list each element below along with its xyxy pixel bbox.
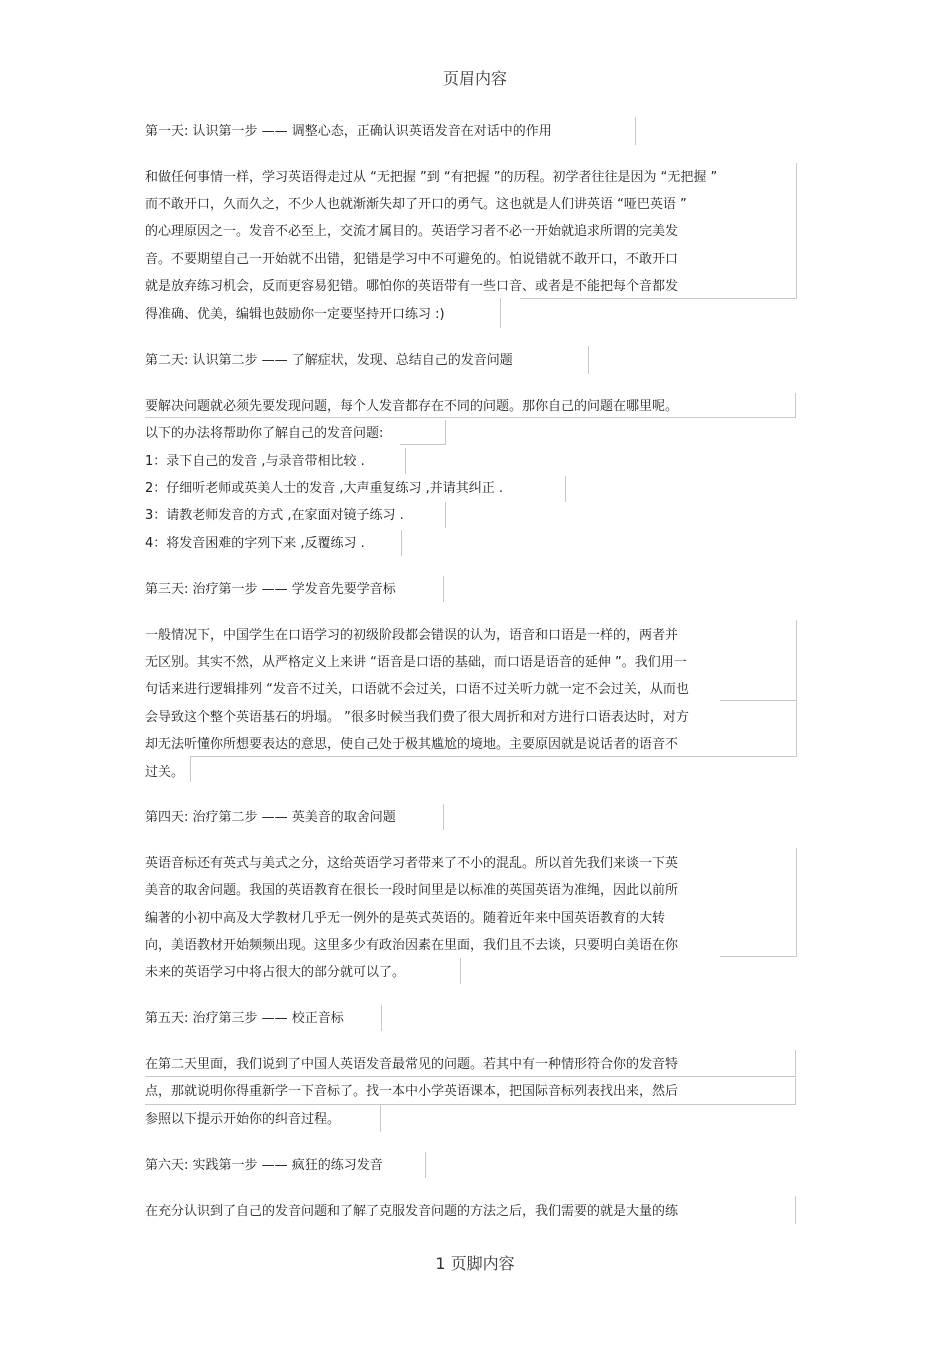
paragraph-line: 得准确、优美，编辑也鼓励你一定要坚持开口练习 :) (145, 307, 445, 322)
page-footer: 1 页脚内容 (435, 1254, 515, 1273)
list-item: 4：将发音困难的字列下来 ,反覆练习 . (145, 536, 365, 551)
paragraph-line: 而不敢开口，久而久之，不少人也就渐渐失却了开口的勇气。这也就是人们讲英语 “哑巴英语 ” (145, 197, 687, 212)
section-heading-day4: 第四天: 治疗第二步 —— 英美音的取舍问题 (145, 810, 396, 825)
section-heading-day1: 第一天: 认识第一步 —— 调整心态，正确认识英语发音在对话中的作用 (145, 124, 552, 139)
paragraph-line: 未来的英语学习中将占很大的部分就可以了。 (145, 965, 406, 980)
list-item: 1：录下自己的发音 ,与录音带相比较 . (145, 454, 365, 469)
section-heading-day2: 第二天: 认识第二步 —— 了解症状，发现、总结自己的发音问题 (145, 353, 513, 368)
paragraph-line: 句话来进行逻辑排列 “发音不过关，口语就不会过关，口语不过关听力就一定不会过关，从而也 (145, 682, 689, 697)
frame-line (795, 1196, 796, 1224)
paragraph-line: 无区别。其实不然，从严格定义上来讲 “语音是口语的基础，而口语是语音的延伸 ”。我们用一 (145, 655, 687, 670)
list-item: 3：请教老师发音的方式 ,在家面对镜子练习 . (145, 508, 404, 523)
section-heading-day3: 第三天: 治疗第一步 —— 学发音先要学音标 (145, 582, 396, 597)
paragraph-line: 却无法听懂你所想要表达的意思，使自己处于极其尴尬的境地。主要原因就是说话者的语音不 (145, 737, 679, 752)
frame-line (720, 620, 797, 701)
paragraph-line: 音。不要期望自己一开始就不出错，犯错是学习中不可避免的。怕说错就不敢开口，不敢开口 (145, 252, 679, 267)
paragraph-line: 要解决问题就必须先要发现问题，每个人发音都存在不同的问题。那你自己的问题在哪里呢。 (145, 399, 679, 414)
list-item: 2：仔细听老师或英美人士的发音 ,大声重复练习 ,并请其纠正 . (145, 481, 504, 496)
paragraph-line: 会导致这个整个英语基石的坍塌。 ”很多时候当我们费了很大周折和对方进行口语表达时，对方 (145, 710, 689, 725)
paragraph-line: 在充分认识到了自己的发音问题和了解了克服发音问题的方法之后，我们需要的就是大量的练 (145, 1204, 679, 1219)
page-header: 页眉内容 (442, 69, 507, 88)
paragraph-line: 以下的办法将帮助你了解自己的发音问题: (145, 426, 384, 441)
paragraph-line: 编著的小初中高及大学教材几乎无一例外的是英式英语的。随着近年来中国英语教育的大转 (145, 911, 666, 926)
paragraph-line: 的心理原因之一。发音不必至上，交流才属目的。英语学习者不必一开始就追求所谓的完美发 (145, 224, 679, 239)
frame-line (380, 1104, 381, 1132)
frame-line (720, 848, 797, 957)
paragraph-line: 一般情况下，中国学生在口语学习的初级阶段都会错误的认为，语音和口语是一样的，两者并 (145, 628, 679, 643)
paragraph-line: 美音的取舍问题。我国的英语教育在很长一段时间里是以标准的英国英语为准绳，因此以前所 (145, 883, 679, 898)
frame-line (500, 298, 501, 328)
section-heading-day6: 第六天: 实践第一步 —— 疯狂的练习发音 (145, 1158, 383, 1173)
paragraph-line: 就是放弃练习机会，反而更容易犯错。哪怕你的英语带有一些口音、或者是不能把每个音都发 (145, 279, 679, 294)
paragraph-line: 和做任何事情一样，学习英语得走过从 “无把握 ”到 “有把握 ”的历程。初学者往往是因为 “无把握 ” (145, 170, 718, 185)
frame-line (190, 756, 191, 782)
section-heading-day5: 第五天: 治疗第三步 —— 校正音标 (145, 1011, 344, 1026)
paragraph-line: 向，美语教材开始频频出现。这里多少有政治因素在里面，我们且不去谈，只要明白美语在你 (145, 938, 679, 953)
paragraph-line: 点，那就说明你得重新学一下音标了。找一本中小学英语课本，把国际音标列表找出来，然后 (145, 1084, 679, 1099)
paragraph-line: 参照以下提示开始你的纠音过程。 (145, 1112, 341, 1127)
paragraph-line: 过关。 (145, 765, 185, 780)
paragraph-line: 在第二天里面，我们说到了中国人英语发音最常见的问题。若其中有一种情形符合你的发音特 (145, 1057, 679, 1072)
paragraph-line: 英语音标还有英式与美式之分，这给英语学习者带来了不小的混乱。所以首先我们来谈一下英 (145, 856, 679, 871)
frame-line (400, 420, 446, 445)
frame-line (460, 958, 461, 984)
